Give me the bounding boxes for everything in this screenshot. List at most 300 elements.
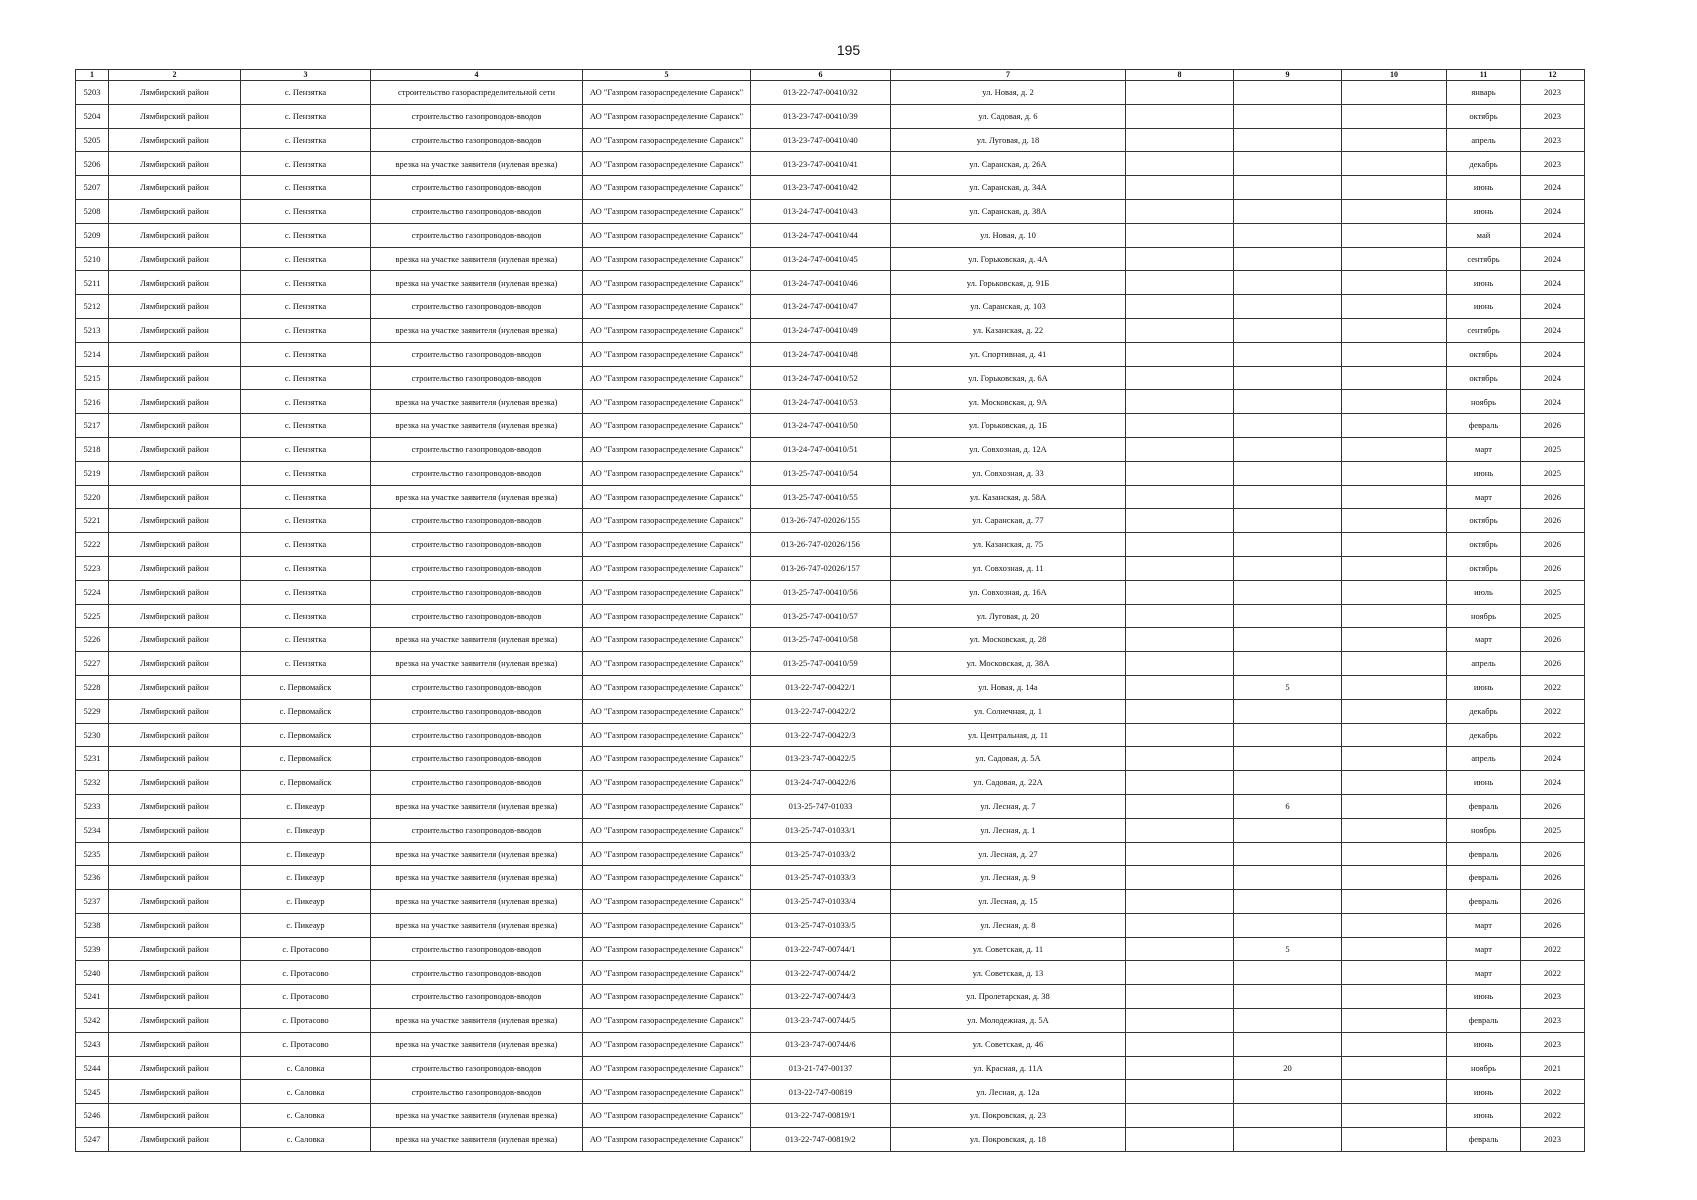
table-cell: 013-25-747-00410/55 (751, 485, 891, 509)
table-cell: 2026 (1521, 794, 1585, 818)
table-cell: 013-22-747-00819/1 (751, 1104, 891, 1128)
table-cell: апрель (1447, 747, 1521, 771)
table-cell: 5225 (76, 604, 109, 628)
table-cell: ноябрь (1447, 604, 1521, 628)
column-header: 3 (241, 70, 371, 81)
table-cell: 5242 (76, 1009, 109, 1033)
table-cell: декабрь (1447, 699, 1521, 723)
table-cell: АО "Газпром газораспределение Саранск" (583, 913, 751, 937)
table-cell: врезка на участке заявителя (нулевая врезка) (371, 152, 583, 176)
table-cell (1234, 318, 1342, 342)
table-row (76, 81, 1585, 105)
table-cell: 5243 (76, 1032, 109, 1056)
table-cell: 013-22-747-00819 (751, 1080, 891, 1104)
table-cell: 013-22-747-00744/1 (751, 937, 891, 961)
table-cell: 2023 (1521, 1009, 1585, 1033)
table-cell: июнь (1447, 675, 1521, 699)
table-cell: 5220 (76, 485, 109, 509)
table-cell: Лямбирский район (109, 128, 241, 152)
table-cell: Лямбирский район (109, 866, 241, 890)
table-cell (1234, 818, 1342, 842)
table-cell: АО "Газпром газораспределение Саранск" (583, 556, 751, 580)
table-cell: 6 (1234, 794, 1342, 818)
table-cell: с. Саловка (241, 1128, 371, 1152)
table-cell: строительство газопроводов-вводов (371, 509, 583, 533)
table-cell: июнь (1447, 461, 1521, 485)
table-cell: 5 (1234, 675, 1342, 699)
table-cell: Лямбирский район (109, 961, 241, 985)
table-cell: 013-24-747-00410/43 (751, 199, 891, 223)
table-cell: строительство газопроводов-вводов (371, 366, 583, 390)
table-cell: июль (1447, 580, 1521, 604)
header-row (76, 70, 1585, 81)
table-cell: АО "Газпром газораспределение Саранск" (583, 985, 751, 1009)
table-cell: март (1447, 937, 1521, 961)
table-cell: АО "Газпром газораспределение Саранск" (583, 771, 751, 795)
table-row (76, 152, 1585, 176)
table-cell: 013-25-747-01033/1 (751, 818, 891, 842)
table-cell: октябрь (1447, 533, 1521, 557)
table-cell: строительство газопроводов-вводов (371, 604, 583, 628)
table-cell: с. Пикеаур (241, 890, 371, 914)
table-cell: 5222 (76, 533, 109, 557)
table-cell (1342, 414, 1447, 438)
table-cell: врезка на участке заявителя (нулевая врезка) (371, 247, 583, 271)
table-cell (1126, 295, 1234, 319)
table-cell: АО "Газпром газораспределение Саранск" (583, 1056, 751, 1080)
table-cell: 013-22-747-00422/2 (751, 699, 891, 723)
table-cell: с. Первомайск (241, 699, 371, 723)
table-cell (1234, 437, 1342, 461)
table-cell: 013-26-747-02026/155 (751, 509, 891, 533)
table-cell: с. Пензятка (241, 152, 371, 176)
table-cell: 2022 (1521, 937, 1585, 961)
table-cell: октябрь (1447, 366, 1521, 390)
table-cell (1342, 771, 1447, 795)
table-cell: 2024 (1521, 223, 1585, 247)
table-cell (1342, 81, 1447, 105)
table-cell: 013-24-747-00410/53 (751, 390, 891, 414)
table-cell (1126, 1032, 1234, 1056)
table-cell (1126, 390, 1234, 414)
table-cell: с. Пикеаур (241, 913, 371, 937)
table-cell: ул. Лесная, д. 15 (891, 890, 1126, 914)
table-cell (1342, 1056, 1447, 1080)
table-cell: 2022 (1521, 961, 1585, 985)
table-cell (1234, 842, 1342, 866)
table-cell: 5224 (76, 580, 109, 604)
table-cell: АО "Газпром газораспределение Саранск" (583, 461, 751, 485)
table-cell (1126, 747, 1234, 771)
table-cell: 2024 (1521, 747, 1585, 771)
table-cell (1342, 366, 1447, 390)
table-cell: 2026 (1521, 556, 1585, 580)
table-cell: июнь (1447, 199, 1521, 223)
table-cell: ул. Покровская, д. 23 (891, 1104, 1126, 1128)
table-cell: ул. Лесная, д. 12а (891, 1080, 1126, 1104)
table-cell (1234, 414, 1342, 438)
table-cell: 2024 (1521, 366, 1585, 390)
table-cell: строительство газопроводов-вводов (371, 675, 583, 699)
table-cell: 5204 (76, 104, 109, 128)
table-cell: с. Первомайск (241, 675, 371, 699)
table-cell (1126, 342, 1234, 366)
table-cell: 2022 (1521, 723, 1585, 747)
table-cell: ул. Советская, д. 46 (891, 1032, 1126, 1056)
table-cell: с. Саловка (241, 1104, 371, 1128)
table-cell: 013-25-747-00410/59 (751, 652, 891, 676)
table-cell: 5219 (76, 461, 109, 485)
table-cell: АО "Газпром газораспределение Саранск" (583, 128, 751, 152)
table-cell (1126, 866, 1234, 890)
table-cell: 013-25-747-01033/3 (751, 866, 891, 890)
column-header: 8 (1126, 70, 1234, 81)
table-cell: ноябрь (1447, 1056, 1521, 1080)
table-cell (1234, 366, 1342, 390)
table-cell (1342, 247, 1447, 271)
table-cell: 2021 (1521, 1056, 1585, 1080)
table-cell: 5211 (76, 271, 109, 295)
table-cell: с. Пензятка (241, 628, 371, 652)
table-cell: Лямбирский район (109, 271, 241, 295)
table-cell: Лямбирский район (109, 985, 241, 1009)
table-cell (1234, 747, 1342, 771)
table-cell (1342, 556, 1447, 580)
table-cell: 013-26-747-02026/156 (751, 533, 891, 557)
table-cell: Лямбирский район (109, 223, 241, 247)
table-cell (1342, 913, 1447, 937)
table-cell: ул. Садовая, д. 6 (891, 104, 1126, 128)
table-cell: с. Пензятка (241, 652, 371, 676)
table-cell: ул. Новая, д. 2 (891, 81, 1126, 105)
table-cell: 2026 (1521, 890, 1585, 914)
table-cell (1126, 890, 1234, 914)
table-cell: строительство газопроводов-вводов (371, 199, 583, 223)
table-cell (1126, 223, 1234, 247)
table-cell: 2022 (1521, 1080, 1585, 1104)
table-cell: Лямбирский район (109, 818, 241, 842)
table-cell: ул. Саранская, д. 103 (891, 295, 1126, 319)
table-cell: 013-23-747-00410/41 (751, 152, 891, 176)
table-cell: ул. Луговая, д. 20 (891, 604, 1126, 628)
table-row (76, 533, 1585, 557)
table-cell (1234, 1080, 1342, 1104)
table-cell: 5214 (76, 342, 109, 366)
table-cell: АО "Газпром газораспределение Саранск" (583, 604, 751, 628)
table-cell (1126, 199, 1234, 223)
table-cell (1234, 604, 1342, 628)
table-row (76, 176, 1585, 200)
table-cell: АО "Газпром газораспределение Саранск" (583, 866, 751, 890)
table-cell: врезка на участке заявителя (нулевая врезка) (371, 1104, 583, 1128)
table-cell: ул. Садовая, д. 22А (891, 771, 1126, 795)
table-cell: АО "Газпром газораспределение Саранск" (583, 699, 751, 723)
table-cell (1234, 81, 1342, 105)
column-header: 10 (1342, 70, 1447, 81)
table-cell: 5207 (76, 176, 109, 200)
table-cell (1234, 1032, 1342, 1056)
table-cell (1126, 1056, 1234, 1080)
table-cell: октябрь (1447, 342, 1521, 366)
table-cell: Лямбирский район (109, 1056, 241, 1080)
table-cell: АО "Газпром газораспределение Саранск" (583, 675, 751, 699)
table-cell: 013-24-747-00410/50 (751, 414, 891, 438)
table-cell: 2026 (1521, 509, 1585, 533)
table-cell: ул. Совхозная, д. 11 (891, 556, 1126, 580)
table-cell: февраль (1447, 414, 1521, 438)
table-row (76, 461, 1585, 485)
table-cell: ул. Садовая, д. 5А (891, 747, 1126, 771)
column-header: 4 (371, 70, 583, 81)
table-cell: АО "Газпром газораспределение Саранск" (583, 1104, 751, 1128)
table-cell: ул. Казанская, д. 58А (891, 485, 1126, 509)
table-cell: ул. Советская, д. 13 (891, 961, 1126, 985)
table-cell: 013-22-747-00744/2 (751, 961, 891, 985)
table-row (76, 723, 1585, 747)
table-cell: врезка на участке заявителя (нулевая врезка) (371, 652, 583, 676)
table-cell: 5208 (76, 199, 109, 223)
table-cell: февраль (1447, 794, 1521, 818)
table-row (76, 414, 1585, 438)
table-cell (1126, 104, 1234, 128)
table-cell (1126, 128, 1234, 152)
table-cell: 013-23-747-00410/40 (751, 128, 891, 152)
table-cell: врезка на участке заявителя (нулевая врезка) (371, 913, 583, 937)
table-cell: АО "Газпром газораспределение Саранск" (583, 366, 751, 390)
table-cell (1126, 961, 1234, 985)
table-cell: 5241 (76, 985, 109, 1009)
table-cell: 5232 (76, 771, 109, 795)
table-cell (1234, 866, 1342, 890)
table-cell: 5209 (76, 223, 109, 247)
table-cell: АО "Газпром газораспределение Саранск" (583, 747, 751, 771)
table-cell: сентябрь (1447, 318, 1521, 342)
table-cell: 013-25-747-01033/5 (751, 913, 891, 937)
table-cell (1234, 271, 1342, 295)
table-cell: строительство газопроводов-вводов (371, 295, 583, 319)
table-cell: Лямбирский район (109, 1128, 241, 1152)
table-row (76, 794, 1585, 818)
table-cell (1342, 580, 1447, 604)
table-cell: 5231 (76, 747, 109, 771)
table-cell: июнь (1447, 1032, 1521, 1056)
table-cell: 2026 (1521, 842, 1585, 866)
table-cell (1234, 1104, 1342, 1128)
table-cell: 5213 (76, 318, 109, 342)
table-cell: АО "Газпром газораспределение Саранск" (583, 1080, 751, 1104)
table-cell (1342, 342, 1447, 366)
table-cell (1126, 437, 1234, 461)
table-cell (1126, 1128, 1234, 1152)
table-cell: 2024 (1521, 318, 1585, 342)
table-cell: 013-22-747-00422/1 (751, 675, 891, 699)
table-cell: ул. Луговая, д. 18 (891, 128, 1126, 152)
table-row (76, 985, 1585, 1009)
table-cell: 5236 (76, 866, 109, 890)
table-cell: ул. Саранская, д. 34А (891, 176, 1126, 200)
table-cell (1126, 913, 1234, 937)
table-cell (1126, 509, 1234, 533)
table-cell: Лямбирский район (109, 390, 241, 414)
table-row (76, 556, 1585, 580)
table-cell: Лямбирский район (109, 104, 241, 128)
table-cell: Лямбирский район (109, 1104, 241, 1128)
table-cell: АО "Газпром газораспределение Саранск" (583, 485, 751, 509)
table-cell (1126, 414, 1234, 438)
table-cell: 5216 (76, 390, 109, 414)
table-cell: 013-24-747-00410/49 (751, 318, 891, 342)
table-cell: строительство газопроводов-вводов (371, 461, 583, 485)
table-cell: 2024 (1521, 199, 1585, 223)
table-cell: июнь (1447, 771, 1521, 795)
table-cell: 2022 (1521, 699, 1585, 723)
table-cell: 5203 (76, 81, 109, 105)
table-cell: ул. Советская, д. 11 (891, 937, 1126, 961)
column-header: 9 (1234, 70, 1342, 81)
table-cell: 5230 (76, 723, 109, 747)
table-cell: 2026 (1521, 866, 1585, 890)
table-cell: врезка на участке заявителя (нулевая врезка) (371, 866, 583, 890)
table-cell: ул. Горьковская, д. 91Б (891, 271, 1126, 295)
table-cell: 013-25-747-00410/54 (751, 461, 891, 485)
table-cell: ноябрь (1447, 390, 1521, 414)
table-cell: с. Пензятка (241, 366, 371, 390)
table-cell: 2022 (1521, 675, 1585, 699)
table-cell (1234, 699, 1342, 723)
table-cell: с. Первомайск (241, 723, 371, 747)
table-cell: 013-23-747-00410/39 (751, 104, 891, 128)
table-cell (1234, 580, 1342, 604)
table-cell: АО "Газпром газораспределение Саранск" (583, 937, 751, 961)
column-header: 12 (1521, 70, 1585, 81)
table-cell (1342, 699, 1447, 723)
table-cell: ул. Лесная, д. 9 (891, 866, 1126, 890)
table-cell (1342, 985, 1447, 1009)
table-cell: с. Пензятка (241, 176, 371, 200)
table-cell: с. Пензятка (241, 199, 371, 223)
table-cell (1126, 628, 1234, 652)
table-cell: АО "Газпром газораспределение Саранск" (583, 199, 751, 223)
table-cell: 2026 (1521, 628, 1585, 652)
table-cell: ул. Горьковская, д. 6А (891, 366, 1126, 390)
table-cell: ул. Казанская, д. 22 (891, 318, 1126, 342)
table-cell (1342, 1104, 1447, 1128)
table-cell: строительство газопроводов-вводов (371, 437, 583, 461)
table-cell: Лямбирский район (109, 913, 241, 937)
table-cell (1342, 390, 1447, 414)
table-cell: ул. Лесная, д. 8 (891, 913, 1126, 937)
table-cell: с. Пензятка (241, 437, 371, 461)
table-cell: 013-24-747-00410/44 (751, 223, 891, 247)
table-cell: с. Пензятка (241, 604, 371, 628)
table-cell (1234, 152, 1342, 176)
table-cell: 013-22-747-00819/2 (751, 1128, 891, 1152)
table-cell: Лямбирский район (109, 366, 241, 390)
table-cell: 2024 (1521, 771, 1585, 795)
table-cell (1342, 533, 1447, 557)
table-cell: АО "Газпром газораспределение Саранск" (583, 318, 751, 342)
column-header: 5 (583, 70, 751, 81)
table-cell: ул. Горьковская, д. 1Б (891, 414, 1126, 438)
column-header: 1 (76, 70, 109, 81)
table-cell: Лямбирский район (109, 247, 241, 271)
table-cell: 2025 (1521, 580, 1585, 604)
table-cell: 2025 (1521, 818, 1585, 842)
table-cell (1126, 81, 1234, 105)
table-cell (1342, 485, 1447, 509)
table-cell (1342, 1009, 1447, 1033)
table-cell (1234, 723, 1342, 747)
table-cell (1234, 485, 1342, 509)
table-cell: 2026 (1521, 485, 1585, 509)
table-cell: АО "Газпром газораспределение Саранск" (583, 1128, 751, 1152)
table-row (76, 199, 1585, 223)
table-cell: АО "Газпром газораспределение Саранск" (583, 81, 751, 105)
table-cell: АО "Газпром газораспределение Саранск" (583, 176, 751, 200)
table-cell: 5215 (76, 366, 109, 390)
table-row (76, 1056, 1585, 1080)
table-cell: 5 (1234, 937, 1342, 961)
table-cell: 2026 (1521, 913, 1585, 937)
table-cell: Лямбирский район (109, 723, 241, 747)
table-cell (1126, 985, 1234, 1009)
table-cell (1342, 461, 1447, 485)
table-cell: строительство газопроводов-вводов (371, 342, 583, 366)
table-cell: строительство газопроводов-вводов (371, 771, 583, 795)
table-cell (1234, 533, 1342, 557)
table-cell (1342, 223, 1447, 247)
table-cell (1234, 652, 1342, 676)
table-cell: ул. Новая, д. 14а (891, 675, 1126, 699)
table-cell: Лямбирский район (109, 1032, 241, 1056)
table-cell (1234, 1128, 1342, 1152)
table-cell: 5235 (76, 842, 109, 866)
table-cell: Лямбирский район (109, 485, 241, 509)
table-row (76, 366, 1585, 390)
table-cell (1126, 152, 1234, 176)
table-cell (1234, 556, 1342, 580)
table-cell: ул. Саранская, д. 77 (891, 509, 1126, 533)
table-cell: строительство газопроводов-вводов (371, 223, 583, 247)
table-cell: АО "Газпром газораспределение Саранск" (583, 223, 751, 247)
table-cell: с. Пензятка (241, 556, 371, 580)
table-cell: строительство газораспределительной сети (371, 81, 583, 105)
table-cell (1234, 985, 1342, 1009)
table-cell: Лямбирский район (109, 771, 241, 795)
table-cell: октябрь (1447, 556, 1521, 580)
table-cell: строительство газопроводов-вводов (371, 533, 583, 557)
table-cell: с. Пензятка (241, 318, 371, 342)
table-row (76, 580, 1585, 604)
table-cell: 5212 (76, 295, 109, 319)
table-cell: с. Пензятка (241, 580, 371, 604)
table-cell: врезка на участке заявителя (нулевая врезка) (371, 1032, 583, 1056)
table-cell (1234, 890, 1342, 914)
table-cell: строительство газопроводов-вводов (371, 723, 583, 747)
table-cell: с. Пикеаур (241, 866, 371, 890)
table-cell: Лямбирский район (109, 152, 241, 176)
table-cell: строительство газопроводов-вводов (371, 747, 583, 771)
table-cell: Лямбирский район (109, 890, 241, 914)
table-cell (1342, 1128, 1447, 1152)
table-cell: февраль (1447, 890, 1521, 914)
table-cell (1234, 461, 1342, 485)
table-cell (1342, 890, 1447, 914)
table-cell (1126, 556, 1234, 580)
table-cell: Лямбирский район (109, 414, 241, 438)
table-cell: Лямбирский район (109, 937, 241, 961)
table-cell: 5205 (76, 128, 109, 152)
